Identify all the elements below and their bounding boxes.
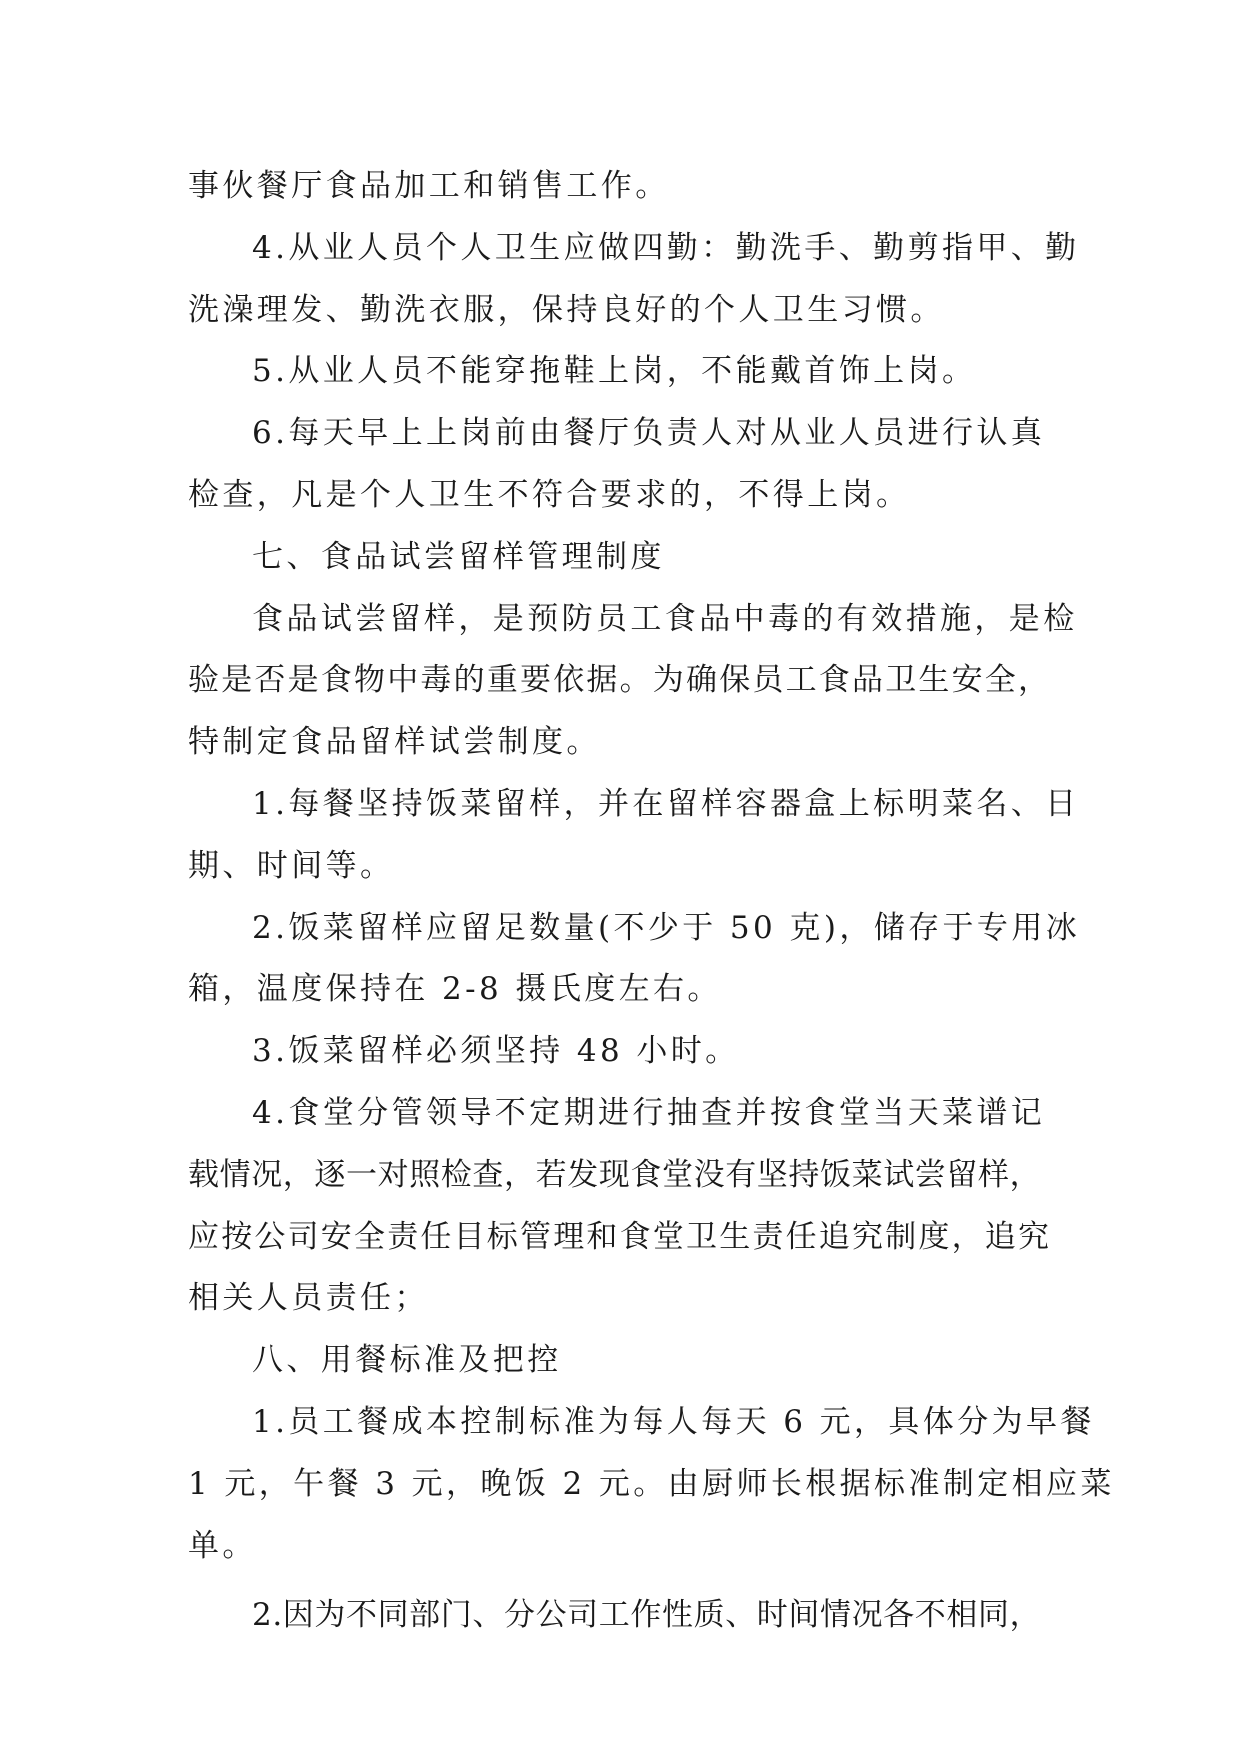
text-line: 特制定食品留样试尝制度。	[188, 724, 601, 761]
section-heading: 七、食品试尝留样管理制度	[252, 538, 665, 575]
text-line: 箱，温度保持在 2-8 摄氏度左右。	[188, 971, 722, 1008]
text-line: 相关人员责任；	[188, 1280, 429, 1317]
document-body	[188, 156, 1115, 1647]
text-line: 洗澡理发、勤洗衣服，保持良好的个人卫生习惯。	[188, 291, 945, 328]
text-line: 4.食堂分管领导不定期进行抽查并按食堂当天菜谱记	[252, 1094, 1046, 1131]
text-line: 4.从业人员个人卫生应做四勤：勤洗手、勤剪指甲、勤	[252, 229, 1080, 266]
text-line: 6.每天早上上岗前由餐厅负责人对从业人员进行认真	[252, 415, 1046, 452]
text-line: 1.员工餐成本控制标准为每人每天 6 元，具体分为早餐	[252, 1403, 1095, 1440]
text-line: 5.从业人员不能穿拖鞋上岗，不能戴首饰上岗。	[252, 353, 977, 390]
section-heading: 八、用餐标准及把控	[252, 1342, 562, 1379]
text-line: 1 元，午餐 3 元，晚饭 2 元。由厨师长根据标准制定相应菜	[188, 1465, 1115, 1502]
text-line: 食品试尝留样，是预防员工食品中毒的有效措施，是检	[252, 600, 1078, 637]
text-line: 期、时间等。	[188, 847, 395, 884]
text-line: 1.每餐坚持饭菜留样，并在留样容器盒上标明菜名、日	[252, 785, 1080, 822]
text-line: 载情况，逐一对照检查，若发现食堂没有坚持饭菜试尝留样，	[188, 1156, 1042, 1193]
text-line: 2.饭菜留样应留足数量(不少于 50 克)，储存于专用冰	[252, 909, 1081, 946]
text-line: 2.因为不同部门、分公司工作性质、时间情况各不相同，	[252, 1597, 1042, 1634]
text-line: 应按公司安全责任目标管理和食堂卫生责任追究制度，追究	[188, 1218, 1052, 1255]
text-line: 事伙餐厅食品加工和销售工作。	[188, 168, 670, 204]
text-line: 验是否是食物中毒的重要依据。为确保员工食品卫生安全，	[188, 662, 1052, 699]
text-line: 检查，凡是个人卫生不符合要求的，不得上岗。	[188, 476, 911, 513]
text-line: 单。	[188, 1527, 257, 1564]
text-line: 3.饭菜留样必须坚持 48 小时。	[252, 1033, 740, 1070]
